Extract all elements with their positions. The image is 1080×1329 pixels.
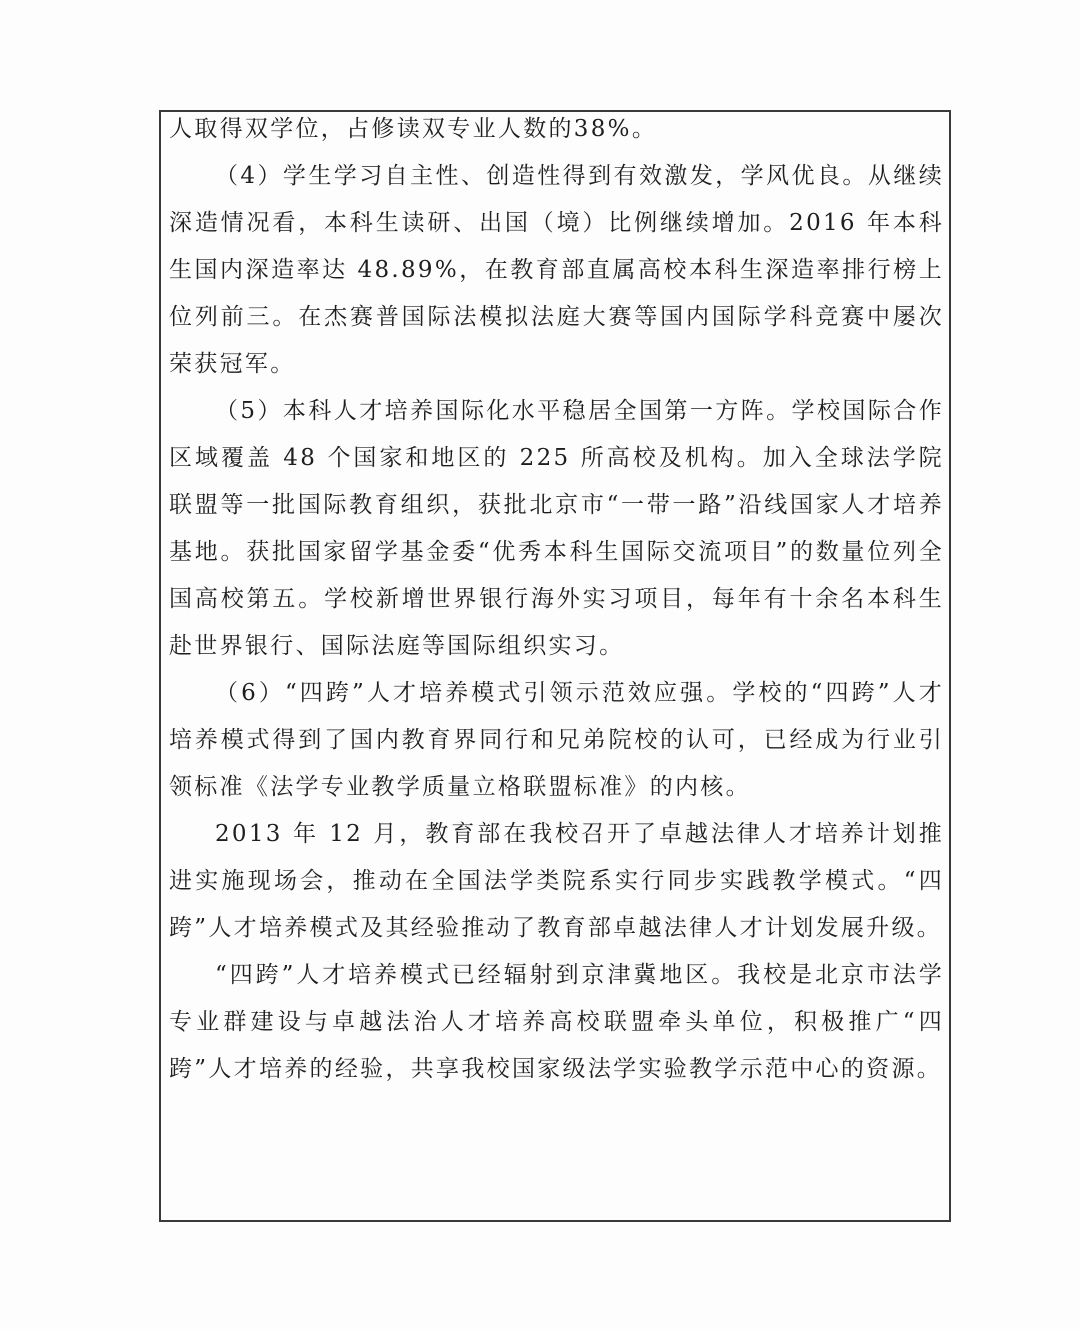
paragraph-item-6: （6）“四跨”人才培养模式引领示范效应强。学校的“四跨”人才培养模式得到了国内教育界同行和兄弟院校的认可，已经成为行业引领标准《法学专业教学质量立格联盟标准》的内核。 — [169, 680, 944, 800]
document-body — [169, 106, 944, 1093]
paragraph-beijing-tianjin-hebei: “四跨”人才培养模式已经辐射到京津冀地区。我校是北京市法学专业群建设与卓越法治人才培养高校联盟牵头单位，积极推广“四跨”人才培养的经验，共享我校国家级法学实验教学示范中心的资源。 — [169, 962, 944, 1082]
paragraph-2013-meeting: 2013 年 12 月，教育部在我校召开了卓越法律人才培养计划推进实施现场会，推动在全国法学类院系实行同步实践教学模式。“四跨”人才培养模式及其经验推动了教育部卓越法律人才计划发展升级。 — [169, 821, 944, 941]
paragraph-continuation: 人取得双学位，占修读双专业人数的38%。 — [169, 116, 658, 142]
paragraph-item-4: （4）学生学习自主性、创造性得到有效激发，学风优良。从继续深造情况看，本科生读研、出国（境）比例继续增加。2016 年本科生国内深造率达 48.89%，在教育部直属高校本科生深造率排行榜上位列前三。在杰赛普国际法模拟法庭大赛等国内国际学科竞赛中屡次荣获冠军。 — [169, 163, 944, 377]
paragraph-item-5: （5）本科人才培养国际化水平稳居全国第一方阵。学校国际合作区域覆盖 48 个国家和地区的 225 所高校及机构。加入全球法学院联盟等一批国际教育组织，获批北京市“一带一路”沿线国家人才培养基地。获批国家留学基金委“优秀本科生国际交流项目”的数量位列全国高校第五。学校新增世界银行海外实习项目，每年有十余名本科生赴世界银行、国际法庭等国际组织实习。 — [169, 398, 944, 659]
